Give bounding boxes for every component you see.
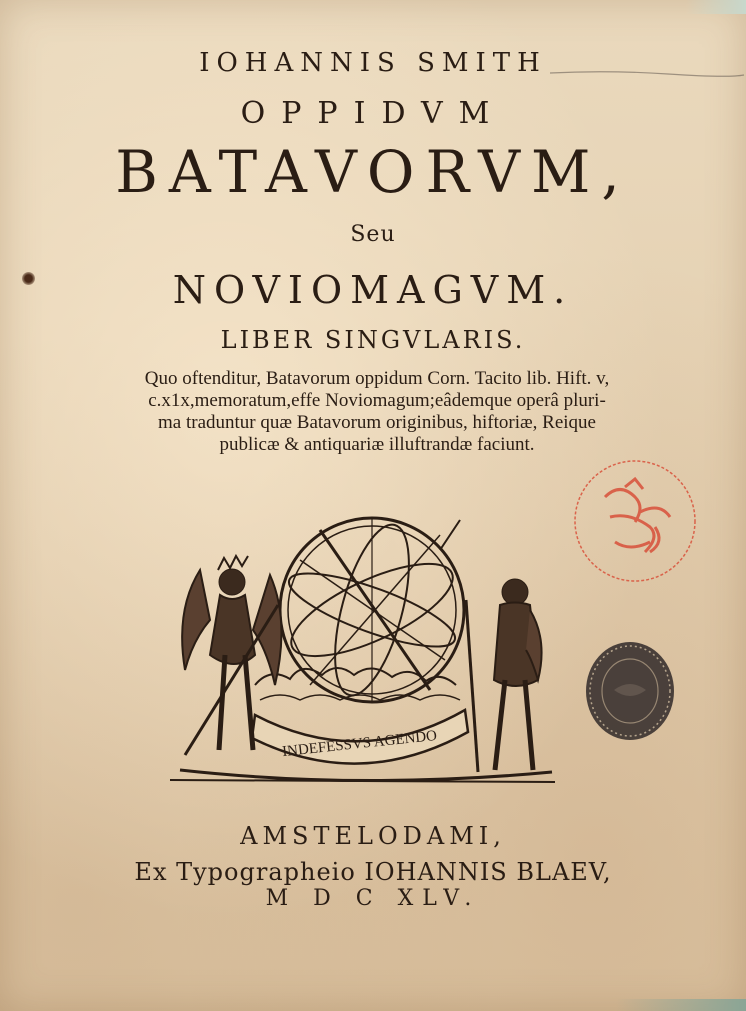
description-line: publicæ & antiquariæ illuftrandæ faciunt. (219, 434, 535, 455)
page-bottom-edge (616, 999, 746, 1011)
description-paragraph (62, 368, 692, 456)
black-library-stamp (584, 640, 676, 742)
title-line-1: OPPIDVM (240, 96, 506, 131)
description-line: ma traduntur quæ Batavorum originibus, hiftoriæ, Reique (158, 412, 596, 433)
title-line-2: BATAVORVM, (115, 138, 631, 206)
printers-device-illustration (160, 510, 560, 800)
armillary-sphere-icon (280, 517, 465, 703)
description-line: Quo oftenditur, Batavorum oppidum Corn. Tacito lib. Hift. v, (144, 368, 610, 389)
title-line-3: NOVIOMAGVM. (172, 268, 574, 312)
page-corner-shadow (686, 0, 746, 14)
imprint-year: M D C XLV. (265, 886, 481, 911)
title-conjunction: Seu (350, 222, 396, 247)
subtitle: LIBER SINGVLARIS. (220, 326, 526, 354)
imprint-place: AMSTELODAMI, (240, 822, 506, 850)
author-name: IOHANNIS SMITH (199, 48, 547, 78)
device-motto: INDEFESSVS AGENDO (281, 727, 438, 761)
imprint-printer: Ex Typographeio IOHANNIS BLAEV, (134, 858, 612, 886)
description-line: c.x1x,memoratum,effe Noviomagum;eâdemque operâ pluri- (148, 390, 606, 411)
ink-spot (22, 272, 35, 285)
standing-figure-icon (466, 579, 542, 772)
red-library-stamp (570, 457, 700, 585)
